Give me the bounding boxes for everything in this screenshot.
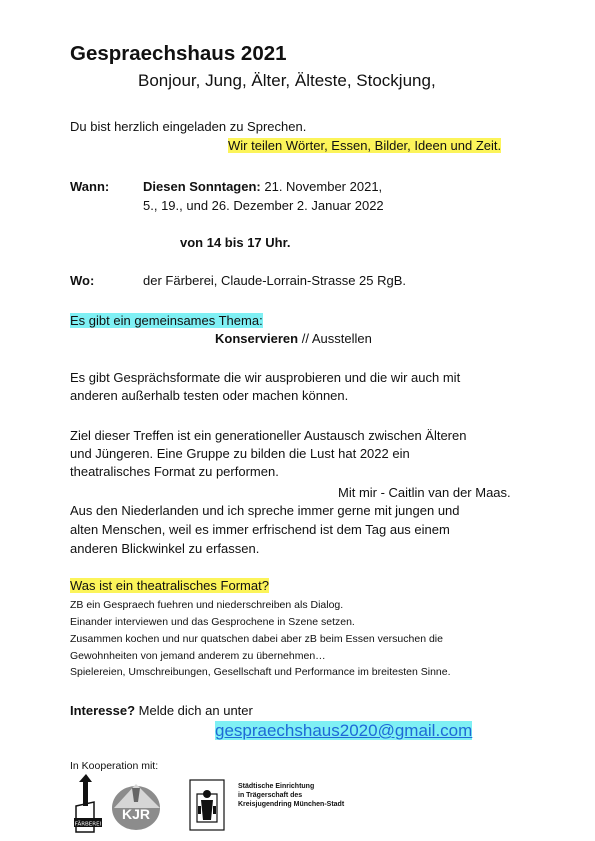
paragraph-2-line-3: theatralisches Format zu performen. — [70, 464, 279, 479]
paragraph-1-line-1: Es gibt Gesprächsformate die wir ausprobieren und die wir auch mit — [70, 370, 461, 385]
theme-highlight: Es gibt ein gemeinsames Thema: — [70, 313, 263, 328]
theme-intro — [70, 311, 263, 330]
share-highlight: Wir teilen Wörter, Essen, Bilder, Ideen und Zeit. — [228, 138, 502, 153]
munich-crest-logo — [190, 780, 224, 830]
org-text-line-2: in Trägerschaft des — [238, 792, 303, 799]
format-question — [70, 576, 269, 595]
kjr-logo — [112, 784, 160, 830]
format-line-2: Einander interviewen und das Gesprochene in Szene setzen. — [70, 616, 355, 628]
when-line-2: 5., 19., und 26. Dezember 2. Januar 2022 — [143, 198, 384, 213]
signature: Mit mir - Caitlin van der Maas. — [338, 485, 511, 500]
interest-line — [70, 701, 253, 720]
kjr-logo-text: KJR — [121, 806, 151, 822]
interest-rest: Melde dich an unter — [135, 703, 253, 718]
paragraph-2-line-1: Ziel dieser Treffen ist ein generationeller Austausch zwischen Älteren — [70, 428, 467, 443]
where-address: der Färberei, Claude-Lorrain-Strasse 25 RgB. — [143, 273, 407, 288]
interest-bold: Interesse? — [70, 703, 136, 718]
paragraph-3-line-3: anderen Blickwinkel zu erfassen. — [70, 541, 260, 556]
format-line-3: Zusammen kochen und nur quatschen dabei aber zB beim Essen versuchen die — [70, 633, 443, 645]
where-label: Wo: — [70, 273, 95, 288]
theme-line — [215, 329, 372, 348]
theme-bold: Konservieren — [215, 331, 299, 346]
when-time: von 14 bis 17 Uhr. — [180, 235, 291, 250]
format-highlight: Was ist ein theatralisches Format? — [70, 578, 269, 593]
org-text — [238, 782, 344, 809]
org-text-line-1: Städtische Einrichtung — [238, 783, 315, 790]
page-title: Gespraechshaus 2021 — [70, 42, 287, 65]
invite-text: Du bist herzlich eingeladen zu Sprechen. — [70, 119, 307, 134]
greeting: Bonjour, Jung, Älter, Älteste, Stockjung, — [138, 71, 436, 90]
format-line-5: Spielereien, Umschreibungen, Gesellschaft und Performance im breitesten Sinne. — [70, 666, 451, 678]
paragraph-3-line-1: Aus den Niederlanden und ich spreche immer gerne mit jungen und — [70, 503, 460, 518]
when-bold: Diesen Sonntagen: — [143, 179, 261, 194]
format-line-1: ZB ein Gespraech fuehren und niederschreiben als Dialog. — [70, 599, 344, 611]
cooperation-label: In Kooperation mit: — [70, 760, 159, 772]
paragraph-1-line-2: anderen außerhalb testen oder machen können. — [70, 388, 349, 403]
org-text-line-3: Kreisjugendring München-Stadt — [238, 801, 345, 808]
email-container — [215, 720, 472, 742]
paragraph-3-line-2: alten Menschen, weil es immer erfrischend ist dem Tag aus einem — [70, 522, 450, 537]
email-link[interactable]: gespraechshaus2020@gmail.com — [215, 721, 473, 740]
when-line-1 — [143, 177, 382, 196]
share-text — [228, 136, 501, 155]
faerberei-logo — [74, 774, 102, 832]
theme-rest: // Ausstellen — [298, 331, 372, 346]
paragraph-2-line-2: und Jüngeren. Eine Gruppe zu bilden die Lust hat 2022 ein — [70, 446, 410, 461]
when-label: Wann: — [70, 179, 110, 194]
when-date-1: 21. November 2021, — [260, 179, 383, 194]
format-line-4: Gewohnheiten von jemand anderem zu übernehmen… — [70, 650, 326, 662]
faerberei-logo-text: FÄRBEREI — [74, 821, 102, 828]
